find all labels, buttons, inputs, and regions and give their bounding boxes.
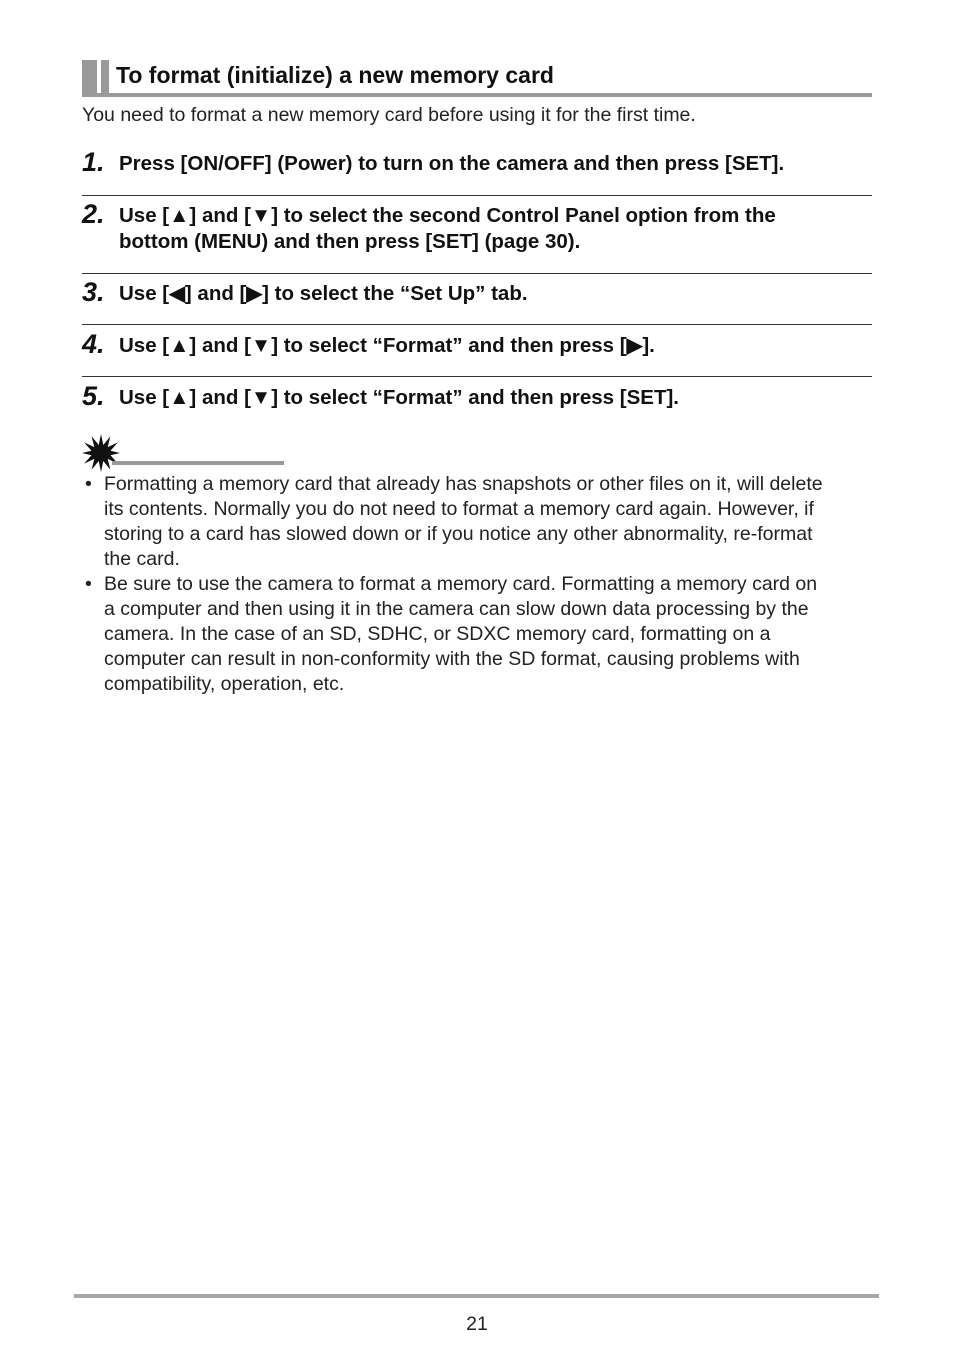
note-line: a computer and then using it in the camera can slow down data processing by the	[104, 598, 809, 620]
step-text-line: Use [▲] and [▼] to select the second Control Panel option from the	[119, 204, 776, 227]
step-text-line: Press [ON/OFF] (Power) to turn on the camera and then press [SET].	[119, 152, 785, 175]
step-divider	[82, 273, 872, 274]
important-note-header	[82, 434, 292, 470]
section-title: To format (initialize) a new memory card	[116, 62, 554, 88]
step-number: 5.	[82, 381, 105, 411]
step-text	[119, 333, 655, 359]
note-header-line	[112, 461, 284, 465]
intro-text: You need to format a new memory card before using it for the first time.	[82, 104, 696, 126]
step-text	[119, 281, 528, 307]
step-text	[119, 203, 776, 255]
note-line: its contents. Normally you do not need to format a memory card again. However, if	[104, 498, 814, 520]
heading-underline	[82, 93, 872, 97]
important-burst-icon	[82, 434, 120, 472]
step-text	[119, 385, 679, 411]
note-line: storing to a card has slowed down or if you notice any other abnormality, re-format	[104, 523, 813, 545]
note-line: camera. In the case of an SD, SDHC, or SDXC memory card, formatting on a	[104, 623, 771, 645]
note-line: the card.	[104, 548, 180, 570]
step-divider	[82, 324, 872, 325]
step-divider	[82, 376, 872, 377]
step-number: 3.	[82, 277, 105, 307]
page-number: 21	[466, 1313, 488, 1335]
step-text-line: Use [▲] and [▼] to select “Format” and then press [▶].	[119, 334, 655, 357]
bullet-marker: •	[85, 473, 92, 495]
heading-bar-decoration	[101, 60, 109, 96]
note-line: computer can result in non-conformity with the SD format, causing problems with	[104, 648, 800, 670]
notes-list	[82, 472, 872, 697]
step-number: 1.	[82, 147, 105, 177]
note-line: Formatting a memory card that already has snapshots or other files on it, will delete	[104, 473, 823, 495]
step-text-line: Use [▲] and [▼] to select “Format” and then press [SET].	[119, 386, 679, 409]
section-heading	[82, 60, 872, 98]
footer-rule	[74, 1294, 879, 1298]
note-item	[82, 472, 872, 572]
bullet-marker: •	[85, 573, 92, 595]
step-number: 2.	[82, 199, 105, 229]
note-line: compatibility, operation, etc.	[104, 673, 345, 695]
note-line: Be sure to use the camera to format a memory card. Formatting a memory card on	[104, 573, 818, 595]
step-divider	[82, 195, 872, 196]
note-item	[82, 572, 872, 697]
step-number: 4.	[82, 329, 105, 359]
step-text-line: Use [◀] and [▶] to select the “Set Up” tab.	[119, 282, 528, 305]
heading-bar-decoration	[82, 60, 97, 96]
step-text-line: bottom (MENU) and then press [SET] (page 30).	[119, 230, 581, 253]
step-text	[119, 151, 784, 177]
